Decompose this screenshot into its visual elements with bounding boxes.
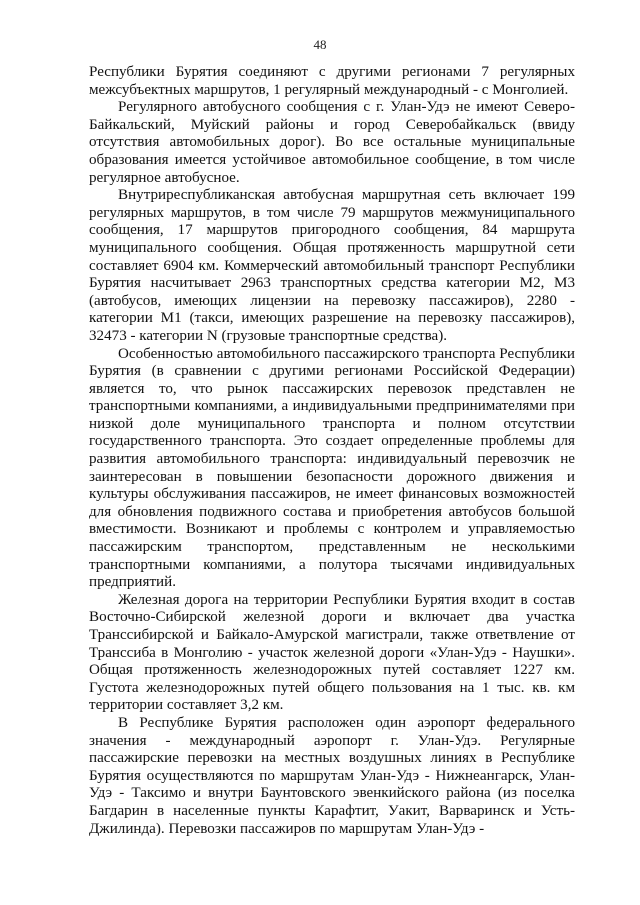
paragraph-6: В Республике Бурятия расположен один аэропорт федерального значения - международный аэропорт г. Улан-Удэ. Регулярные пассажирские перевозки на местных воздушных линиях в Республике Бурятия осуществляются по маршрутам Улан-Удэ - Нижнеангарск, Улан-Удэ - Таксимо и внутри Баунтовского эвенкийского района (из поселка Багдарин в населенные пункты Карафтит, Уакит, Варваринск и Усть-Джилинда). Перевозки пассажиров по маршрутам Улан-Удэ - <box>89 714 575 837</box>
paragraph-2: Регулярного автобусного сообщения с г. Улан-Удэ не имеют Северо-Байкальский, Муйский районы и город Северобайкальск (ввиду отсутствия автомобильных дорог). Во все остальные муниципальные образования имеется устойчивое автомобильное сообщение, в том числе регулярное автобусное. <box>89 99 575 186</box>
paragraph-1: Республики Бурятия соединяют с другими регионами 7 регулярных межсубъектных маршрутов, 1 регулярный международный - с Монголией. <box>89 64 575 98</box>
page-number: 48 <box>313 37 327 52</box>
paragraph-3: Внутриреспубликанская автобусная маршрутная сеть включает 199 регулярных маршрутов, в том числе 79 маршрутов межмуниципального сообщения, 17 маршрутов пригородного сообщения, 84 маршрута муниципального сообщения. Общая протяженность маршрутной сети составляет 6904 км. Коммерческий автомобильный транспорт Республики Бурятия насчитывает 2963 транспортных средства категории М2, М3 (автобусов, имеющих лицензии на перевозку пассажиров), 2280 - категории М1 (такси, имеющих разрешение на перевозку пассажиров), 32473 - категории N (грузовые транспортные средства). <box>89 187 575 344</box>
paragraph-5: Железная дорога на территории Республики Бурятия входит в состав Восточно-Сибирской железной дороги и включает два участка Транссибирской и Байкало-Амурской магистрали, также ответвление от Транссиба в Монголию - участок железной дороги «Улан-Удэ - Наушки». Общая протяженность железнодорожных путей составляет 1227 км. Густота железнодорожных путей общего пользования на 1 тыс. кв. км территории составляет 3,2 км. <box>89 591 575 714</box>
body-text <box>89 64 575 838</box>
paragraph-4: Особенностью автомобильного пассажирского транспорта Республики Бурятия (в сравнении с другими регионами Российской Федерации) является то, что рынок пассажирских перевозок представлен не транспортными компаниями, а индивидуальными предпринимателями при низкой доле муниципального транспорта и полном отсутствии государственного транспорта. Это создает определенные проблемы для развития автомобильного транспорта: индивидуальный перевозчик не заинтересован в повышении безопасности дорожного движения и культуры обслуживания пассажиров, не имеет финансовых возможностей для обновления подвижного состава и приобретения автобусов большой вместимости. Возникают и проблемы с контролем и управляемостью пассажирским транспортом, представленным не несколькими транспортными компаниями, а полутора тысячами индивидуальных предприятий. <box>89 345 575 591</box>
